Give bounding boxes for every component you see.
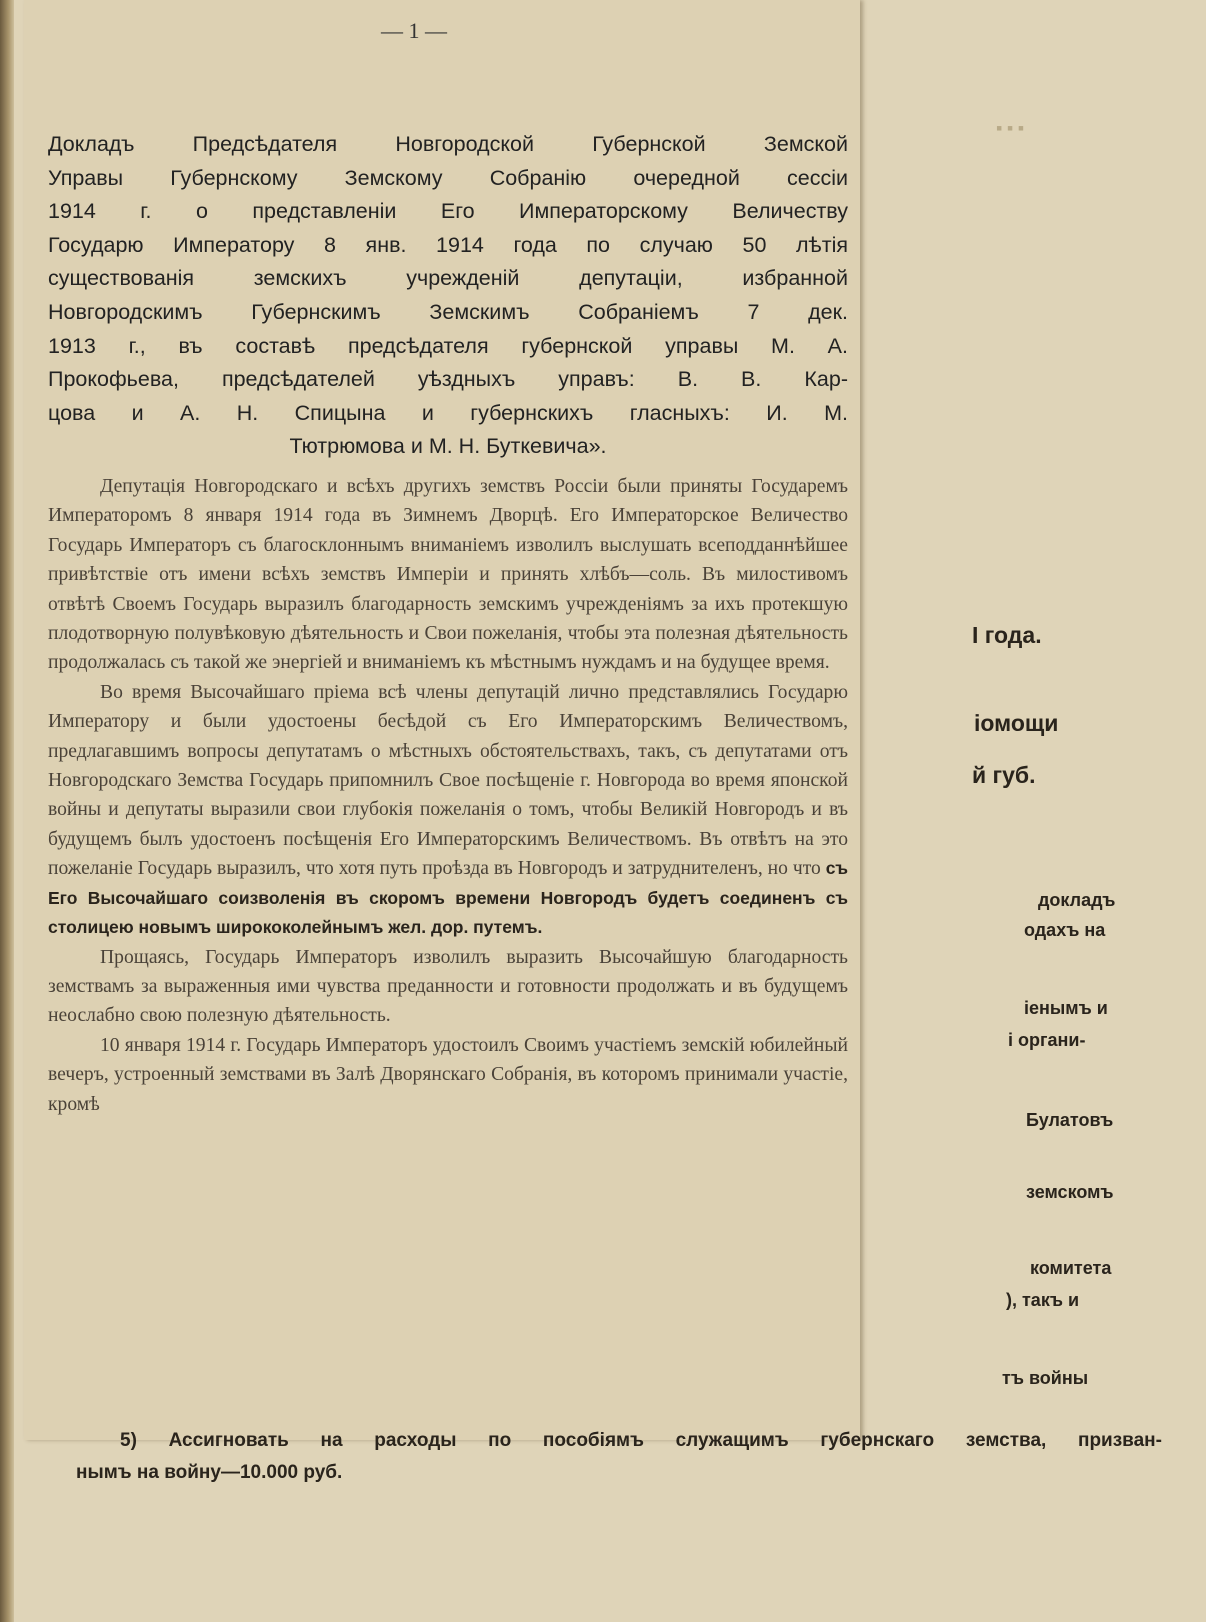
reception-text: Во время Высочайшаго пріема всѣ члены депутацій лично представлялись Государю Императору и были удостоены бесѣдой съ Его Императорскимъ Величествомъ, предлагавшимъ вопросы депутатамъ о мѣстныхъ обстоятельствахъ, такъ, съ депутатами отъ Новгородскаго Земства Государь припомнилъ Свое посѣщеніе г. Новгорода во время японской войны и депутаты выразили свои глубокія пожеланія о томъ, чтобы Великій Новгородъ и въ будущемъ былъ удостоенъ посѣщенія Его Императорскимъ Величествомъ. Въ отвѣтъ на это пожеланіе Государь выразилъ, что хотя путь проѣзда въ Новгородъ и затруднителенъ, но что [48,681,848,880]
paragraph-reception [48,678,848,943]
footer-item-5 [76,1425,1162,1489]
fragment-help: іомощи [974,710,1059,736]
footer-line: нымъ на войну—10.000 руб. [76,1462,343,1483]
report-body [48,472,848,1119]
heading-line: Тютрюмова и М. Н. Буткевича». [289,434,607,459]
underlying-page [14,0,1206,1622]
paragraph-farewell: Прощаясь, Государь Императоръ изволилъ выразить Высочайшую благодарность земствамъ за выраженныя ими чувства преданности и готовности продолжать и въ будущемъ неослабно свою полезную дѣятельность. [48,946,848,1027]
heading-line: существованія земскихъ учрежденій депутаціи, избранной [48,266,848,291]
report-heading [48,128,848,464]
fragment-bulatov: Булатовъ [1026,1110,1114,1130]
fragment-organ: і органи- [1008,1030,1086,1050]
paragraph-jubilee: 10 января 1914 г. Государь Императоръ удостоилъ Своимъ участіемъ земскій юбилейный вечеръ, устроенный земствами въ Залѣ Дворянскаго Собранія, въ которомъ принимали участіе, кромѣ [48,1034,848,1115]
fragment-year: I года. [972,622,1042,648]
book-spine-edge [0,0,14,1622]
heading-line: Управы Губернскому Земскому Собранію очередной сессіи [48,165,848,190]
fragment-war: тъ войны [1002,1368,1089,1388]
heading-line: цова и А. Н. Спицына и губернскихъ гласныхъ: И. М. [48,400,848,425]
faint-bleed-text: ▪ ▪ ▪ [996,118,1025,138]
heading-line: Новгородскимъ Губернскимъ Земскимъ Собраніемъ 7 дек. [48,299,848,324]
heading-line: 1913 г., въ составѣ предсѣдателя губернской управы М. А. [48,333,848,358]
fragment-committee: комитета [1030,1258,1112,1278]
fragment-as-well: ), такъ и [1006,1290,1080,1310]
fragment-named: іенымъ и [1024,998,1108,1018]
page-number: — 1 — [381,18,447,43]
underlying-page-fragments [874,0,1206,1400]
fragment-gub: й губ. [972,762,1036,788]
footer-line: 5) Ассигновать на расходы по пособіямъ служащимъ губернскаго земства, призван- [120,1430,1162,1451]
heading-line: Прокофьева, предсѣдателей уѣздныхъ управъ: В. В. Кар- [48,367,848,392]
heading-line: Докладъ Предсѣдателя Новгородской Губернской Земской [48,132,848,156]
fragment-expenses: одахъ на [1024,920,1106,940]
heading-line: Государю Императору 8 янв. 1914 года по случаю 50 лѣтія [48,232,848,257]
fragment-zemsky: земскомъ [1026,1182,1114,1202]
heading-line: 1914 г. о представленіи Его Императорскому Величеству [48,199,848,224]
fragment-report: докладъ [1038,890,1116,910]
railway-announcement: съ Его Высочайшаго соизволенія въ скоромъ времени Новгородъ будетъ соединенъ съ столицею новымъ ширококолейнымъ жел. дор. путемъ. [48,858,848,938]
main-page [24,0,860,1440]
paragraph-deputation: Депутація Новгородскаго и всѣхъ другихъ земствъ Россіи были приняты Государемъ Императоромъ 8 января 1914 года въ Зимнемъ Дворцѣ. Его Императорское Величество Государь Императоръ съ благосклоннымъ вниманіемъ изволилъ выслушать всеподданнѣйшее привѣтствіе отъ имени всѣхъ земствъ Имперіи и принять хлѣбъ—соль. Въ милостивомъ отвѣтѣ Своемъ Государь выразилъ благодарность земскимъ учрежденіямъ за ихъ протекшую плодотворную полувѣковую дѣятельность и Свои пожеланія, чтобы эта полезная дѣятельность продолжалась съ такой же энергіей и вниманіемъ къ мѣстнымъ нуждамъ и на будущее время. [48,476,848,674]
